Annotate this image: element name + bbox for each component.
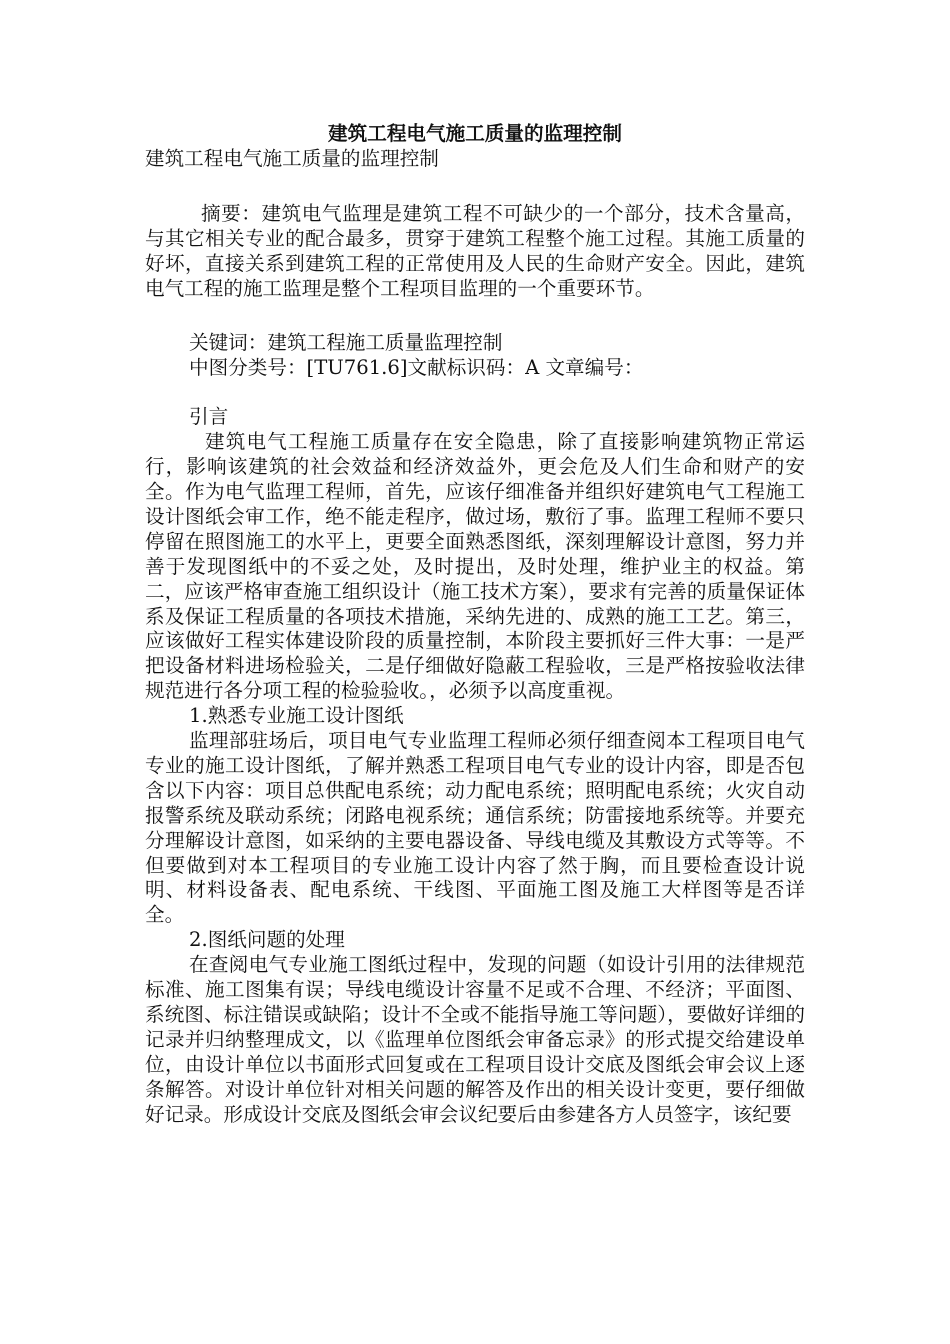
section2-heading: 2.图纸问题的处理: [189, 928, 345, 952]
section1-paragraph: 监理部驻场后，项目电气专业监理工程师必须仔细查阅本工程项目电气专业的施工设计图纸，了解并熟悉工程项目电气专业的设计内容，即是否包含以下内容：项目总供配电系统；动力配电系统；照明配电系统；火灾自动报警系统及联动系统；闭路电视系统；通信系统；防雷接地系统等。并要充分理解设计意图，如采纳的主要电器设备、导线电缆及其敷设方式等等。不但要做到对本工程项目的专业施工设计内容了然于胸，而且要检查设计说明、材料设备表、配电系统、干线图、平面施工图及施工大样图等是否详全。: [145, 729, 805, 927]
abstract-paragraph: 摘要：建筑电气监理是建筑工程不可缺少的一个部分，技术含量高，与其它相关专业的配合最多，贯穿于建筑工程整个施工过程。其施工质量的好坏，直接关系到建筑工程的正常使用及人民的生命财产安全。因此，建筑电气工程的施工监理是整个工程项目监理的一个重要环节。: [145, 201, 805, 300]
document-subtitle: 建筑工程电气施工质量的监理控制: [145, 146, 439, 170]
section2-paragraph: 在查阅电气专业施工图纸过程中，发现的问题（如设计引用的法律规范标准、施工图集有误；导线电缆设计容量不足或不合理、不经济；平面图、系统图、标注错误或缺陷；设计不全或不能指导施工等问题），要做好详细的记录并归纳整理成文，以《监理单位图纸会审备忘录》的形式提交给建设单位，由设计单位以书面形式回复或在工程项目设计交底及图纸会审会议上逐条解答。对设计单位针对相关问题的解答及作出的相关设计变更，要仔细做好记录。形成设计交底及图纸会审会议纪要后由参建各方人员签字，该纪要: [145, 953, 805, 1126]
document-page: [145, 122, 805, 1128]
classification-line: 中图分类号：[TU761.6]文献标识码：A 文章编号：: [189, 356, 644, 380]
spacer: [145, 172, 805, 202]
spacer: [145, 381, 805, 405]
intro-heading: 引言: [189, 405, 229, 429]
spacer: [145, 301, 805, 331]
section1-heading: 1.熟悉专业施工设计图纸: [189, 704, 404, 728]
document-title: 建筑工程电气施工质量的监理控制: [328, 122, 622, 145]
keywords-line: 关键词：建筑工程施工质量监理控制: [189, 331, 503, 355]
intro-paragraph: 建筑电气工程施工质量存在安全隐患，除了直接影响建筑物正常运行，影响该建筑的社会效益和经济效益外，更会危及人们生命和财产的安全。作为电气监理工程师，首先，应该仔细准备并组织好建筑电气工程施工设计图纸会审工作，绝不能走程序，做过场，敷衍了事。监理工程师不要只停留在照图施工的水平上，更要全面熟悉图纸，深刻理解设计意图，努力并善于发现图纸中的不妥之处，及时提出，及时处理，维护业主的权益。第二，应该严格审查施工组织设计（施工技术方案），要求有完善的质量保证体系及保证工程质量的各项技术措施，采纳先进的、成熟的施工工艺。第三，应该做好工程实体建设阶段的质量控制，本阶段主要抓好三件大事：一是严把设备材料进场检验关，二是仔细做好隐蔽工程验收，三是严格按验收法律规范进行各分项工程的检验验收。，必须予以高度重视。: [145, 430, 805, 703]
